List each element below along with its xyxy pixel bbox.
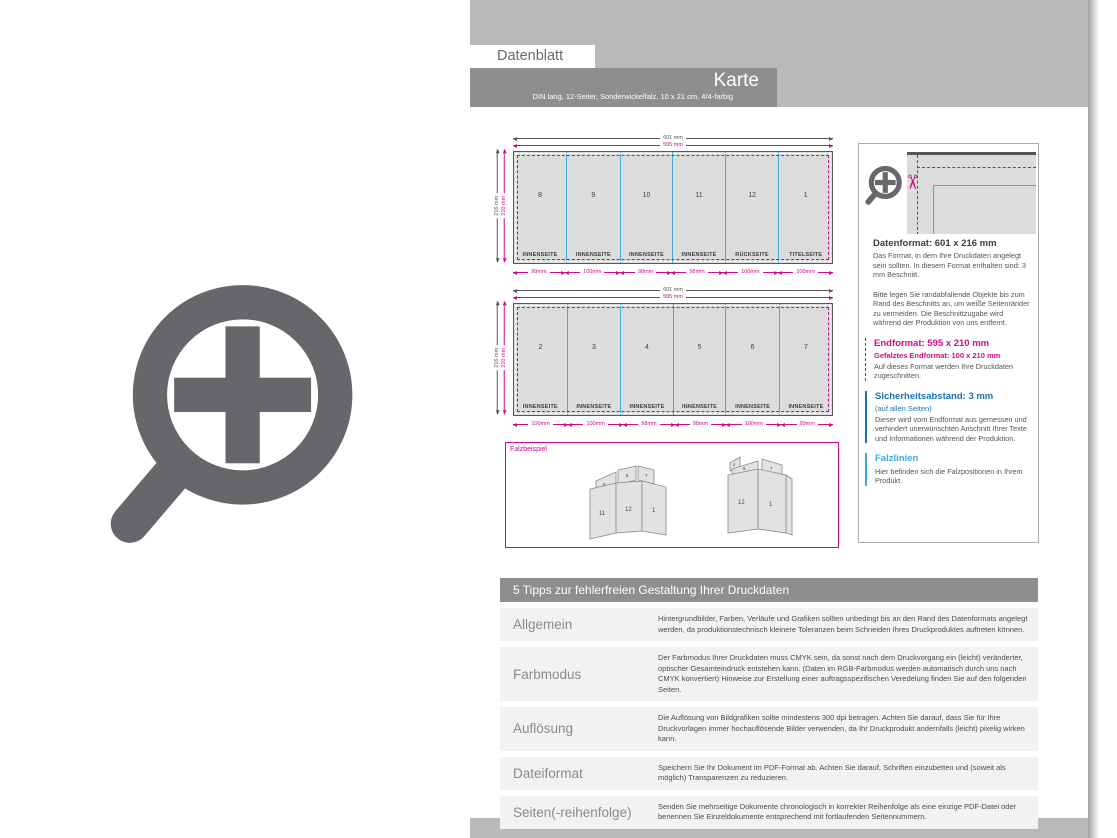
svg-text:12: 12 <box>738 500 745 506</box>
panel: 5 INNENSEITE <box>673 304 726 415</box>
panel: 7 INNENSEITE <box>779 304 832 415</box>
panel: 10 INNENSEITE <box>620 152 673 263</box>
panel: 9 INNENSEITE <box>566 152 620 263</box>
panel: 11 INNENSEITE <box>672 152 725 263</box>
tip-label: Dateiformat <box>513 765 583 781</box>
section-bleed-note <box>865 290 1030 328</box>
tip-text: Senden Sie mehrseitige Dokumente chronologisch in korrekter Reihenfolge als eine einzige PDF-Datei oder benennen Sie Einzeldokumente entsprechend mit fortlaufenden Seitennummern. <box>658 801 1017 821</box>
page-edge-shadow <box>1088 0 1099 838</box>
endformat-subtitle: Gefalztes Endformat: 100 x 210 mm <box>874 351 1001 361</box>
fold-example-label: Falzbeispiel <box>510 446 547 453</box>
format-info-panel <box>858 143 1039 543</box>
viewer-background-top <box>470 0 1088 45</box>
tips-title: 5 Tipps zur fehlerfreien Gestaltung Ihrer Druckdaten <box>500 578 1038 602</box>
svg-text:6: 6 <box>743 466 746 471</box>
panel: 12 RÜCKSEITE <box>725 152 779 263</box>
svg-text:1: 1 <box>769 502 773 508</box>
layout-diagram-inner-side <box>495 288 840 440</box>
tab-datenblatt[interactable]: Datenblatt <box>488 45 595 68</box>
safety-line <box>933 185 1036 186</box>
tip-label: Auflösung <box>513 721 574 737</box>
fold-illustration-open <box>584 457 679 542</box>
page-corner-sample <box>907 152 1036 234</box>
title-bar <box>470 68 777 107</box>
falzlinien-text: Hier befinden sich die Falzpositionen in Ihrem Produkt. <box>875 466 1023 486</box>
tip-label: Seiten(-reihenfolge) <box>513 804 632 820</box>
safety-subtitle: (auf allen Seiten) <box>875 404 932 414</box>
dim-endformat-height: 210 mm <box>501 149 507 262</box>
panel: 6 INNENSEITE <box>725 304 779 415</box>
svg-text:4: 4 <box>733 462 736 467</box>
endformat-text: Auf dieses Format werden Ihre Druckdaten zugeschnitten. <box>874 361 1014 381</box>
cut-line <box>917 167 1036 168</box>
svg-text:1: 1 <box>652 508 656 514</box>
tip-row-farbmodus <box>500 647 1038 701</box>
svg-text:12: 12 <box>625 507 632 513</box>
panel: 8 INNENSEITE <box>522 192 558 258</box>
section-endformat <box>865 338 1030 381</box>
dim-endformat-width: 595 mm <box>513 143 833 149</box>
datenformat-text: Das Format, in dem Ihre Druckdaten angelegt sein sollten. In diesem Format enthalten sind: 3 mm Beschnitt. <box>873 251 1026 280</box>
tip-text: Speichern Sie Ihr Dokument im PDF-Format ab. Achten Sie darauf, Schriften einzubetten und (soweit als möglich) Transparenzen zu reduzieren. <box>658 762 1006 782</box>
dim-endformat-width: 595 mm <box>513 295 833 301</box>
bleed-text: Bitte legen Sie randabfallende Objekte bis zum Rand des Beschnitts an, um weiße Seitenränder zu vermeiden. Die Beschnittzugabe wird während der Produktion von uns entfernt. <box>873 289 1030 328</box>
svg-text:11: 11 <box>599 511 606 517</box>
fold-illustration-closed <box>720 449 805 541</box>
section-datenformat <box>865 238 1030 280</box>
tip-row-dateiformat <box>500 757 1038 790</box>
section-sicherheitsabstand <box>865 391 1030 444</box>
svg-text:6: 6 <box>626 473 629 478</box>
section-falzlinien <box>865 453 1030 485</box>
svg-text:5: 5 <box>603 482 606 487</box>
panel: 1 TITELSEITE <box>778 152 832 263</box>
tip-text: Hintergrundbilder, Farben, Verläufe und Grafiken sollten unbedingt bis an den Rand des Datenformats angelegt werden, da produktionstechnisch kleinere Toleranzen beim Schneiden Ihres Druckproduktes auftreten können. <box>658 614 1028 634</box>
tip-row-aufloesung <box>500 707 1038 751</box>
dim-datenformat-width: 601 mm <box>513 136 833 142</box>
tip-label: Allgemein <box>513 617 573 632</box>
falzlinien-title: Falzlinien <box>875 453 919 465</box>
viewer-background-title-right <box>777 68 1088 107</box>
viewer-background-tab-right <box>595 45 1088 68</box>
dim-datenformat-width: 601 mm <box>513 288 833 294</box>
dim-datenformat-height: 216 mm <box>494 301 500 414</box>
safety-text: Dieser wird vom Endformat aus gemessen und verhindert unerwünschten Anschnitt Ihrer Texte und Informationen während der Produktion. <box>875 414 1027 443</box>
corner-detail-illustration <box>861 146 1036 234</box>
layout-diagram-outer-side <box>495 136 840 288</box>
panel: 4 INNENSEITE <box>620 304 673 415</box>
endformat-title: Endformat: 595 x 210 mm <box>874 337 990 349</box>
panel-width-dimensions: 100mm 100mm 98mm 98mm 100mm 99mm <box>513 422 833 428</box>
fold-panel-sheet <box>513 151 833 264</box>
tip-label: Farbmodus <box>513 666 582 682</box>
datenformat-title: Datenformat: 601 x 216 mm <box>873 238 997 249</box>
fold-example-box <box>505 442 839 548</box>
tips-section <box>500 578 1038 829</box>
scissors-icon: ✂ <box>900 173 923 191</box>
zoom-plus-icon[interactable] <box>100 272 355 564</box>
safety-line <box>933 185 934 234</box>
cut-line <box>917 155 918 234</box>
fold-panel-sheet <box>513 303 833 416</box>
page-subtitle: DIN lang, 12-Seiter, Sonderwickelfalz, 10 x 21 cm, 4/4-farbig <box>532 92 733 101</box>
panel: 3 INNENSEITE <box>567 304 621 415</box>
tip-text: Die Auflösung von Bildgrafiken sollte mindestens 300 dpi betragen. Achten Sie darauf, dass Sie für Ihre Druckvorlagen immer hochauflösende Bilder verwenden, da Ihr Druckprodukt andernfalls (leicht) pixelig wirken kann. <box>658 713 1025 743</box>
tip-row-seitenreihenfolge <box>500 796 1038 829</box>
dim-endformat-height: 210 mm <box>501 301 507 414</box>
panel-width-dimensions: 99mm 100mm 98mm 98mm 100mm 100mm <box>513 270 833 276</box>
tip-row-allgemein <box>500 608 1038 641</box>
svg-text:7: 7 <box>770 466 773 471</box>
panel: 2 INNENSEITE <box>522 344 558 410</box>
svg-text:7: 7 <box>645 473 648 478</box>
page-title: Karte <box>713 70 759 91</box>
dim-datenformat-height: 216 mm <box>494 149 500 262</box>
safety-title: Sicherheitsabstand: 3 mm <box>875 390 994 402</box>
tip-text: Der Farbmodus Ihrer Druckdaten muss CMYK sein, da sonst nach dem Druckvorgang ein (leicht) veränderter, optischer Gesamteindruck entstehen kann. (Daten im RGB-Farbmodus werden automatisch durch uns nach CMYK konvertiert) Hinweise zur Erstellung einer auftragsspezifischen Veredelung finden Sie auf den folgenden Seiten. <box>658 653 1027 694</box>
zoom-plus-icon-small <box>864 164 902 208</box>
